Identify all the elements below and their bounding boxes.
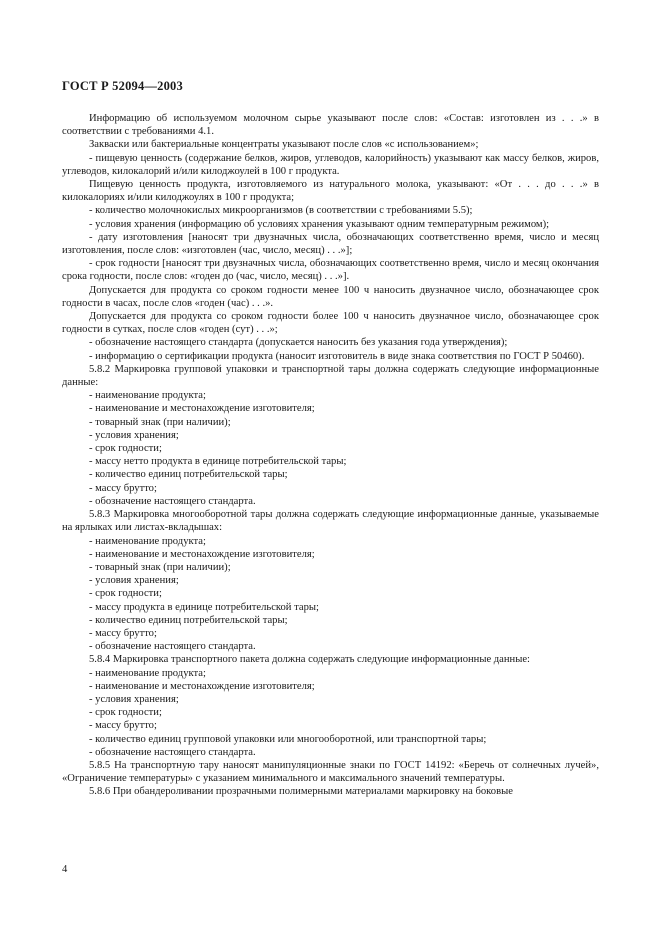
- document-body: [62, 112, 599, 799]
- list-item: - массу брутто;: [89, 627, 157, 639]
- paragraph: 5.8.5 На транспортную тару наносят манипуляционные знаки по ГОСТ 14192: «Беречь от солнечных лучей», «Ограничение температуры» с указанием минимального и максимального значений температуры.: [62, 759, 599, 785]
- list-item: - товарный знак (при наличии);: [89, 416, 231, 428]
- list-item: - массу брутто;: [89, 720, 157, 732]
- list-item: - массу брутто;: [89, 482, 157, 494]
- paragraph: - обозначение настоящего стандарта (допускается наносить без указания года утверждения);: [89, 337, 508, 349]
- paragraph: Допускается для продукта со сроком годности менее 100 ч наносить двузначное число, обозначающее срок годности в часах, после слов «годен (час) . . .».: [62, 284, 599, 309]
- paragraph: Информацию об используемом молочном сырье указывают после слов: «Состав: изготовлен из . . .» в соответствии с требованиями 4.1.: [62, 113, 599, 138]
- paragraph: 5.8.6 При обандероливании прозрачными полимерными материалами маркировку на боковые: [89, 786, 513, 798]
- list-item: - наименование и местонахождение изготовителя;: [89, 680, 315, 692]
- list-item: - товарный знак (при наличии);: [89, 561, 231, 573]
- list-item: - условия хранения;: [89, 575, 179, 587]
- list-item: - обозначение настоящего стандарта.: [89, 641, 256, 653]
- paragraph: - срок годности [наносят три двузначных числа, обозначающих соответственно время, число и месяц окончания срока годности, после слов: «годен до (час, число, месяц) . . .»].: [62, 258, 599, 283]
- list-item: - срок годности;: [89, 443, 162, 455]
- document-header: ГОСТ Р 52094—2003: [62, 79, 183, 93]
- paragraph: - условия хранения (информацию об условиях хранения указывают одним температурным режимом);: [89, 218, 550, 230]
- paragraph: 5.8.2 Маркировка групповой упаковки и транспортной тары должна содержать следующие информационные данные:: [62, 363, 599, 389]
- list-item: - наименование и местонахождение изготовителя;: [89, 403, 315, 415]
- list-item: - наименование продукта;: [89, 667, 206, 679]
- list-item: - количество единиц потребительской тары;: [89, 614, 288, 626]
- list-item: - срок годности;: [89, 707, 162, 719]
- list-item: - массу продукта в единице потребительской тары;: [89, 601, 319, 613]
- list-item: - наименование продукта;: [89, 535, 206, 547]
- list-item: - массу нетто продукта в единице потребительской тары;: [89, 456, 347, 468]
- list-item: - наименование и местонахождение изготовителя;: [89, 548, 315, 560]
- list-item: - обозначение настоящего стандарта.: [89, 495, 256, 507]
- list-item: - наименование продукта;: [89, 390, 206, 402]
- page-number: 4: [62, 864, 68, 875]
- list-item: - обозначение настоящего стандарта.: [89, 746, 256, 758]
- paragraph: - дату изготовления [наносят три двузначных числа, обозначающих соответственно время, число и месяц изготовления, после слов: «изготовлен (час, число, месяц) . . .»];: [62, 231, 599, 257]
- paragraph: - информацию о сертификации продукта (наносит изготовитель в виде знака соответствия по ГОСТ Р 50460).: [89, 350, 585, 362]
- list-item: - условия хранения;: [89, 429, 179, 441]
- paragraph: - пищевую ценность (содержание белков, жиров, углеводов, калорийность) указывают как массу белков, жиров, углеводов, килокалорий и/или килоджоулей в 100 г продукта.: [62, 152, 599, 177]
- paragraph: Допускается для продукта со сроком годности более 100 ч наносить двузначное число, обозначающее срок годности в сутках, после слов «годен (сут) . . .»;: [62, 311, 599, 336]
- list-item: - условия хранения;: [89, 693, 179, 705]
- paragraph: Закваски или бактериальные концентраты указывают после слов «с использованием»;: [89, 139, 479, 151]
- paragraph: 5.8.4 Маркировка транспортного пакета должна содержать следующие информационные данные:: [89, 654, 530, 666]
- list-item: - срок годности;: [89, 588, 162, 600]
- list-item: - количество единиц потребительской тары;: [89, 469, 288, 481]
- list-item: - количество единиц групповой упаковки или многооборотной, или транспортной тары;: [89, 733, 487, 745]
- paragraph: Пищевую ценность продукта, изготовляемого из натурального молока, указывают: «От . . . до . . .» в килокалориях и/или килоджоулях в 100 г продукта;: [62, 179, 599, 204]
- paragraph: - количество молочнокислых микроорганизмов (в соответствии с требованиями 5.5);: [89, 205, 473, 217]
- paragraph: 5.8.3 Маркировка многооборотной тары должна содержать следующие информационные данные, указываемые на ярлыках или листах-вкладышах:: [62, 509, 599, 534]
